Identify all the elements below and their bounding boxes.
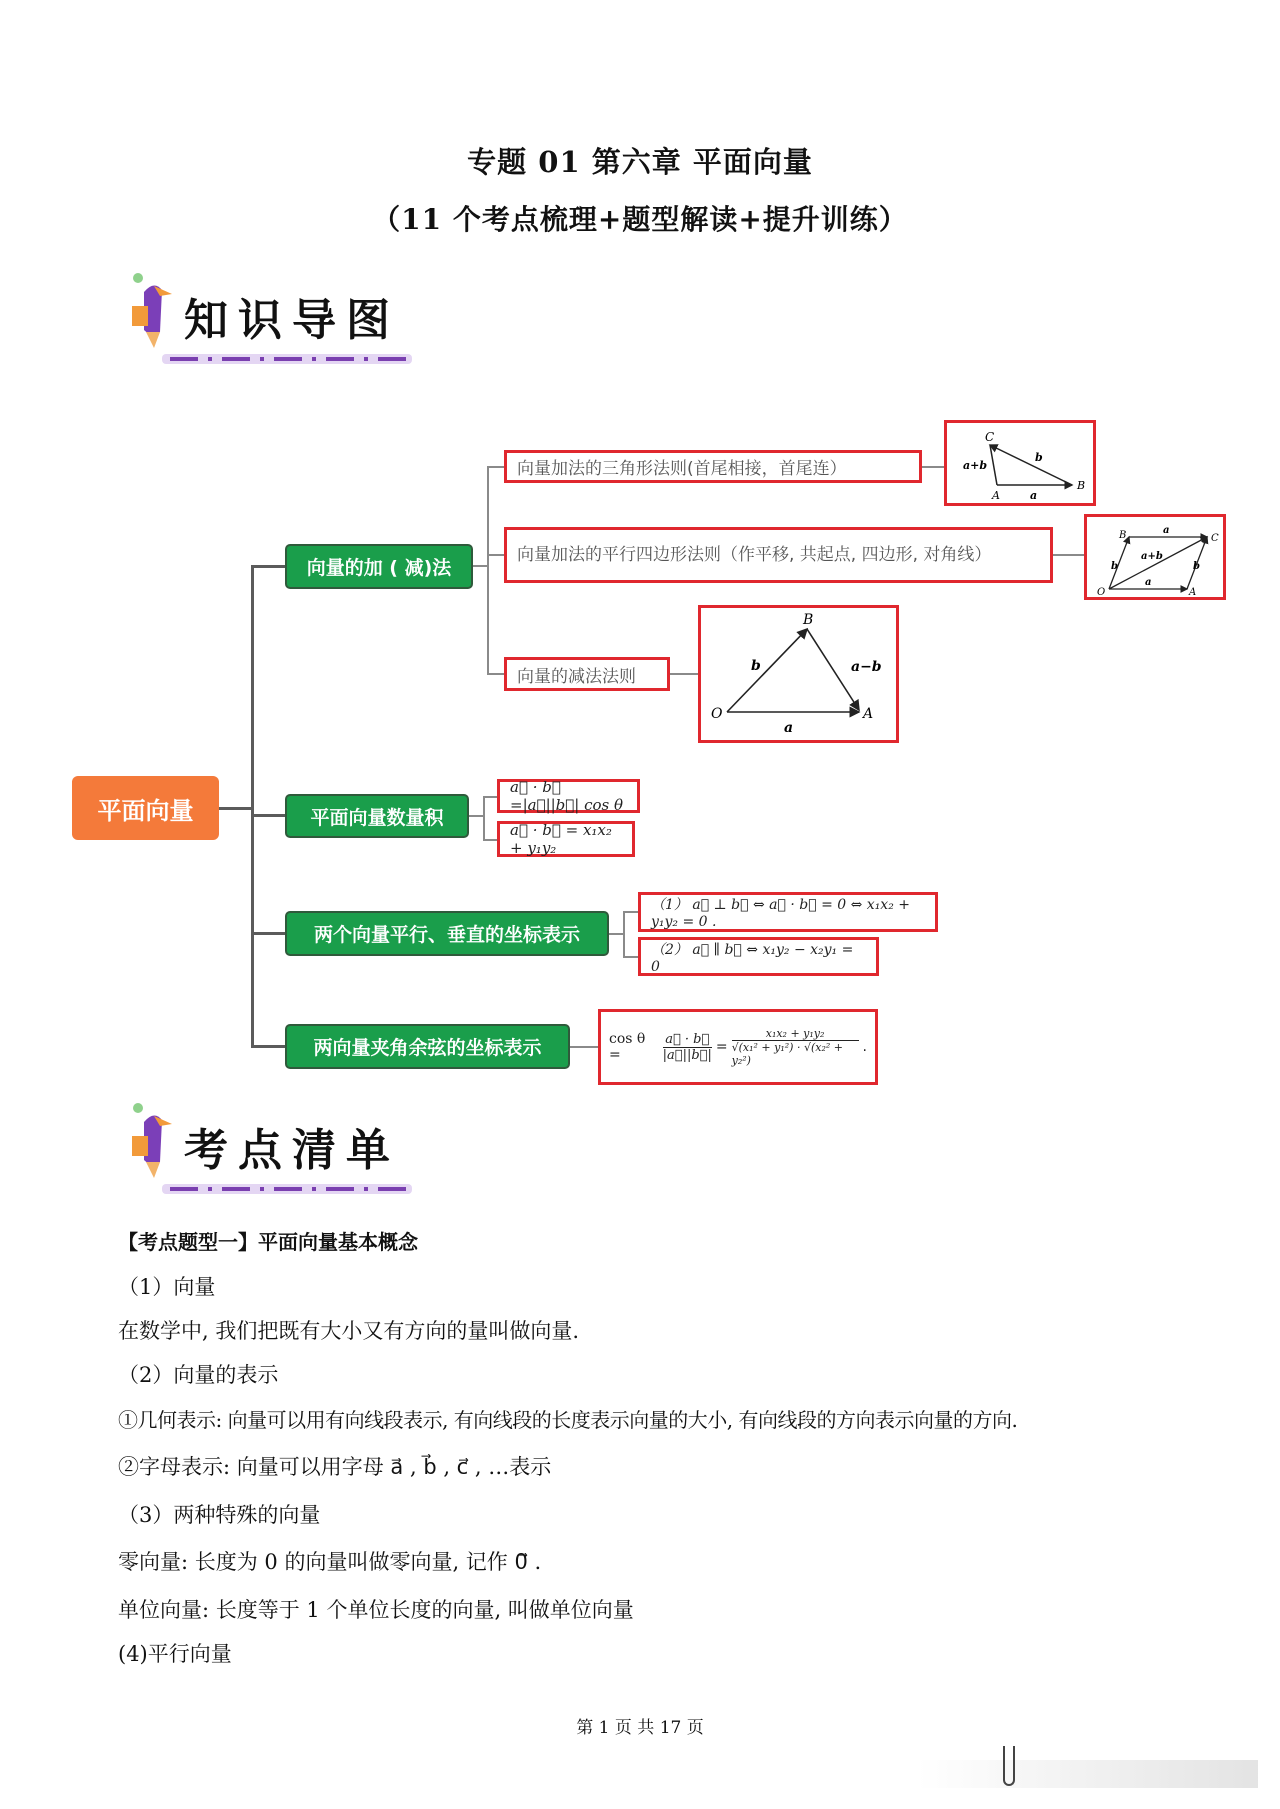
svg-text:O: O: [1097, 587, 1106, 597]
trunk-line: [251, 566, 254, 1046]
svg-text:b: b: [1111, 561, 1118, 572]
fraction-1-denominator: |a⃗||b⃗|: [662, 1047, 712, 1063]
topic-heading: 【考点题型一】平面向量基本概念: [118, 1230, 418, 1254]
equals-sign: =: [715, 1039, 728, 1055]
connector: [251, 814, 285, 817]
leaf-cosine-formula: [598, 1009, 878, 1085]
leaf-perpendicular-condition: （1） a⃗ ⊥ b⃗ ⇔ a⃗ · b⃗ = 0 ⇔ x₁x₂ + y₁y₂ = 0 .: [638, 892, 938, 932]
leaf-parallelogram-rule: 向量加法的平行四边形法则（作平移, 共起点, 四边形, 对角线）: [504, 527, 1053, 583]
svg-text:a: a: [1030, 489, 1038, 502]
logo-title: 考点清单: [184, 1125, 400, 1176]
scan-artifact-mark: [1003, 1746, 1015, 1786]
connector: [608, 933, 624, 935]
figure-triangle-rule: [944, 420, 1096, 506]
svg-text:O: O: [711, 706, 723, 722]
section-logo-mindmap: [122, 262, 422, 372]
connector: [669, 673, 699, 675]
svg-text:b: b: [1193, 561, 1200, 572]
content-line: （2）向量的表示: [118, 1363, 279, 1387]
connector: [487, 554, 504, 556]
content-line: （3）两种特殊的向量: [118, 1503, 321, 1527]
connector: [487, 673, 504, 675]
logo-dash: [170, 1187, 410, 1191]
fraction-2-denominator: √(x₁² + y₁²) · √(x₂² + y₂²): [731, 1041, 843, 1067]
leaf-dot-product-coordinates: a⃗ · b⃗ = x₁x₂ + y₁y₂: [497, 821, 635, 857]
formula-lhs: cos θ =: [609, 1031, 646, 1063]
svg-text:B: B: [1119, 530, 1127, 541]
connector: [922, 466, 944, 468]
svg-text:B: B: [1077, 479, 1086, 492]
logo-dash: [170, 357, 410, 361]
svg-text:A: A: [992, 489, 1000, 502]
wizard-mascot-icon: [130, 1102, 174, 1180]
connector: [468, 815, 484, 817]
connector: [483, 796, 485, 840]
connector: [569, 1046, 598, 1048]
svg-text:a: a: [784, 720, 794, 736]
svg-text:A: A: [863, 706, 874, 722]
connector: [251, 932, 285, 935]
svg-text:a+b: a+b: [1141, 551, 1163, 562]
content-line: 单位向量: 长度等于 1 个单位长度的向量, 叫做单位向量: [118, 1598, 634, 1622]
wizard-mascot-icon: [130, 272, 174, 350]
scan-artifact: [918, 1760, 1258, 1788]
svg-text:a+b: a+b: [963, 459, 988, 472]
branch-angle-cosine: 两向量夹角余弦的坐标表示: [285, 1024, 570, 1069]
content-line: 在数学中, 我们把既有大小又有方向的量叫做向量.: [118, 1319, 580, 1343]
connector: [483, 796, 497, 798]
connector: [219, 807, 253, 810]
connector: [472, 565, 488, 567]
connector: [251, 565, 285, 568]
fraction-2: [732, 1027, 859, 1067]
fraction-2-numerator: x₁x₂ + y₁y₂: [765, 1027, 825, 1040]
page-number: 第 1 页 共 17 页: [576, 1718, 704, 1738]
connector: [623, 911, 625, 957]
content-line: ①几何表示: 向量可以用有向线段表示, 有向线段的长度表示向量的大小, 有向线段的方向表示向量的方向.: [118, 1408, 1018, 1432]
leaf-parallel-condition: （2） a⃗ ∥ b⃗ ⇔ x₁y₂ − x₂y₁ = 0: [638, 937, 879, 976]
content-line: （1）向量: [118, 1275, 216, 1299]
figure-subtraction-rule: [698, 605, 899, 743]
connector: [623, 911, 638, 913]
logo-title: 知识导图: [184, 295, 400, 346]
subtraction-triangle-diagram-icon: [701, 608, 896, 740]
svg-text:b: b: [751, 658, 761, 674]
svg-text:A: A: [1189, 587, 1197, 597]
mindmap-root: 平面向量: [72, 776, 219, 840]
connector: [487, 466, 504, 468]
section-logo-checklist: [122, 1092, 422, 1202]
svg-text:C: C: [985, 430, 995, 444]
branch-vector-add-subtract: 向量的加 ( 减)法: [285, 544, 473, 589]
document-subtitle: （11 个考点梳理+题型解读+提升训练）: [372, 203, 908, 236]
svg-text:B: B: [803, 612, 814, 628]
svg-text:a: a: [1145, 577, 1152, 588]
leaf-subtraction-rule: 向量的减法法则: [504, 657, 670, 691]
fraction-1-numerator: a⃗ · b⃗: [665, 1031, 710, 1047]
leaf-triangle-rule: 向量加法的三角形法则(首尾相接，首尾连）: [504, 450, 922, 483]
period: .: [862, 1039, 867, 1055]
branch-dot-product: 平面向量数量积: [285, 794, 469, 838]
connector: [483, 839, 497, 841]
triangle-diagram-icon: [947, 423, 1093, 503]
connector: [623, 956, 638, 958]
svg-text:a−b: a−b: [851, 659, 882, 675]
connector: [1053, 554, 1084, 556]
connector: [487, 466, 489, 674]
leaf-dot-product-definition: a⃗ · b⃗ =|a⃗||b⃗| cos θ: [497, 779, 640, 813]
svg-text:a: a: [1163, 525, 1170, 536]
connector: [251, 1045, 285, 1048]
fraction-1: [663, 1032, 712, 1063]
svg-text:b: b: [1035, 451, 1043, 464]
document-title: 专题 01 第六章 平面向量: [467, 145, 813, 179]
figure-parallelogram-rule: [1084, 514, 1226, 600]
content-line: (4)平行向量: [118, 1642, 232, 1666]
svg-text:C: C: [1211, 533, 1219, 544]
branch-parallel-perpendicular: 两个向量平行、垂直的坐标表示: [285, 911, 609, 956]
content-line: ②字母表示: 向量可以用字母 a⃗ , b⃗ , c⃗ , …表示: [118, 1455, 552, 1479]
content-line: 零向量: 长度为 0 的向量叫做零向量, 记作 0⃗ .: [118, 1550, 542, 1574]
parallelogram-diagram-icon: [1087, 517, 1223, 597]
